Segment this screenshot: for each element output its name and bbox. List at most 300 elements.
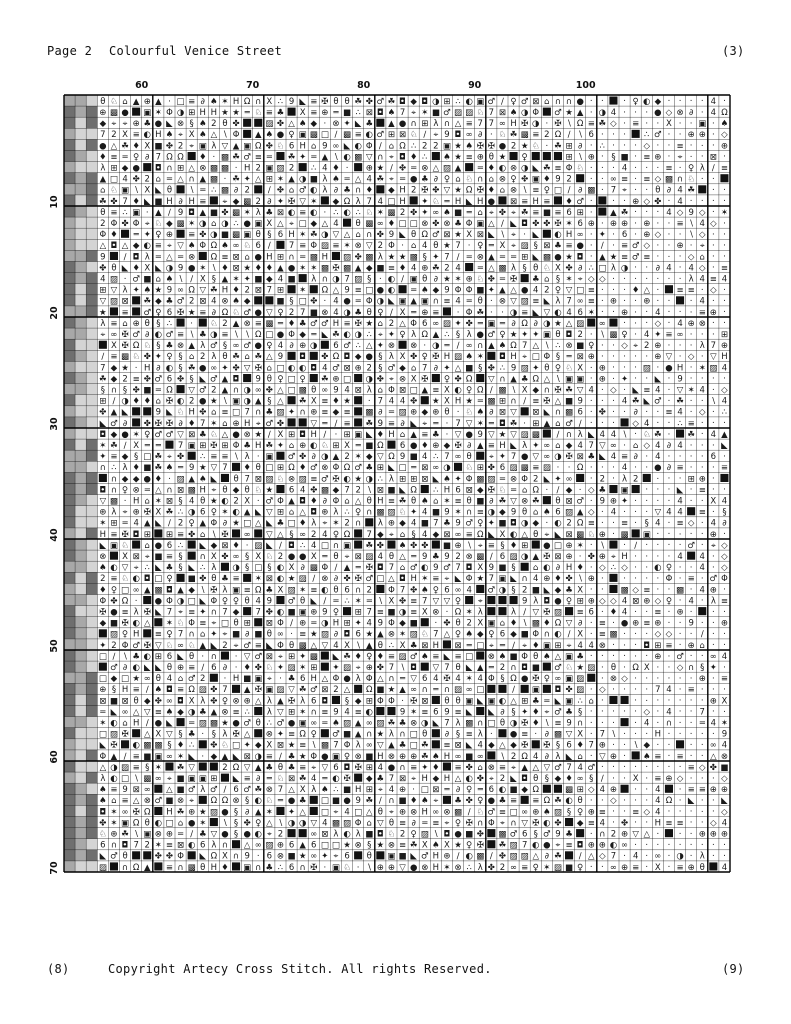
stitch-symbol: 6 [422,674,427,684]
stitch-symbol: ⌖ [422,419,427,429]
stitch-symbol: ⊞ [521,541,528,551]
stitch-symbol: ♘ [543,263,551,273]
stitch-symbol: H [566,563,572,573]
stitch-symbol: ∩ [233,852,239,862]
stitch-symbol: ✦ [421,208,428,218]
stitch-symbol: ⌂ [111,796,116,806]
filled-stitch-symbol [110,862,118,870]
stitch-symbol: ≡ [532,208,539,218]
stitch-symbol: ▨ [387,508,395,518]
stitch-symbol: Ω [510,674,517,684]
stitch-symbol: ∴ [178,508,183,518]
stitch-symbol: ≡ [532,130,539,140]
shaded-cell [64,139,75,150]
stitch-symbol: ∂ [722,519,726,529]
stitch-symbol: ≡ [244,585,251,595]
stitch-symbol: ⊗ [410,718,417,728]
stitch-symbol: ⊕ [366,163,373,173]
stitch-symbol: ≡ [310,108,317,118]
stitch-symbol: ♠ [499,652,507,662]
stitch-symbol: · [701,174,704,184]
stitch-symbol: ♣ [532,274,540,284]
stitch-symbol: § [289,297,293,307]
stitch-symbol: 2 [355,485,360,495]
stitch-symbol: ◆ [510,630,517,640]
stitch-symbol: ✶ [377,208,384,218]
stitch-symbol: ≡ [177,685,184,695]
stitch-symbol: ◇ [655,596,662,606]
stitch-symbol: ⊗ [244,430,251,440]
stitch-symbol: ☘ [410,841,418,851]
stitch-symbol: ✦ [288,807,295,817]
stitch-symbol: 4 [611,508,616,518]
stitch-symbol: ∕ [201,663,204,673]
stitch-symbol: H [333,319,339,329]
stitch-symbol: Φ [566,163,573,173]
stitch-symbol: 4 [367,175,372,185]
stitch-symbol: ♠ [421,286,429,296]
stitch-symbol: 4 [677,496,682,506]
stitch-symbol: △ [355,496,362,506]
shaded-cell [86,428,97,439]
stitch-symbol: 7 [444,663,449,673]
filled-stitch-symbol [709,862,717,870]
stitch-symbol: ≡ [166,552,173,562]
stitch-symbol: ♦ [432,763,440,773]
stitch-symbol: § [190,374,194,384]
stitch-symbol: ▽ [377,452,384,462]
stitch-symbol: § [423,252,427,262]
stitch-symbol: △ [333,286,340,296]
stitch-symbol: ⊕ [588,574,595,584]
filled-stitch-symbol [310,352,318,360]
stitch-symbol: ■ [510,785,518,795]
stitch-symbol: ═ [266,152,273,162]
stitch-symbol: ♀ [399,330,405,340]
stitch-symbol: · [690,463,693,473]
stitch-symbol: △ [155,485,162,495]
stitch-symbol: ▽ [322,641,329,651]
shaded-cell [86,861,97,872]
filled-stitch-symbol [621,418,629,426]
stitch-symbol: ═ [499,319,506,329]
filled-stitch-symbol [177,718,185,726]
stitch-symbol: ◘ [310,363,317,373]
stitch-symbol: λ [100,163,105,173]
stitch-symbol: ✶ [155,496,162,506]
stitch-symbol: · [712,729,715,739]
stitch-symbol: ☘ [510,419,518,429]
stitch-symbol: ☘ [499,496,507,506]
stitch-symbol: ◘ [344,352,351,362]
stitch-symbol: ★ [399,252,407,262]
stitch-symbol: · [712,851,715,861]
filled-stitch-symbol [310,374,318,382]
stitch-symbol: ▽ [488,374,495,384]
stitch-symbol: θ [356,219,361,229]
stitch-symbol: ≡ [588,519,595,529]
stitch-symbol: · [645,763,648,773]
stitch-symbol: Φ [388,585,395,595]
stitch-symbol: ◘ [188,208,195,218]
stitch-symbol: 6 [589,607,594,617]
stitch-symbol: ≡ [721,674,728,684]
stitch-symbol: ✠ [543,741,550,751]
stitch-symbol: ◐ [554,308,561,318]
stitch-symbol: ◆ [410,97,417,107]
stitch-symbol: ≡ [443,297,450,307]
stitch-symbol: ◣ [155,663,162,673]
stitch-symbol: ◣ [199,852,206,862]
stitch-symbol: ■ [288,852,296,862]
stitch-symbol: ◑ [543,319,550,329]
stitch-symbol: ♂ [110,419,118,429]
stitch-symbol: ✠ [543,607,550,617]
stitch-symbol: ∴ [344,508,349,518]
shaded-cell [64,550,75,561]
stitch-symbol: ▣ [487,696,495,706]
stitch-symbol: ▽ [100,496,107,506]
stitch-symbol: ▣ [532,175,540,185]
stitch-symbol: · [712,263,715,273]
shaded-cell [86,439,97,450]
stitch-symbol: ⊕ [710,829,717,839]
stitch-symbol: ▨ [643,363,651,373]
stitch-symbol: ◐ [144,130,151,140]
stitch-symbol: ★ [188,308,196,318]
stitch-symbol: ⌖ [611,552,616,562]
stitch-symbol: · [668,252,671,262]
stitch-symbol: · [634,574,637,584]
stitch-symbol: ≡ [177,330,184,340]
stitch-symbol: ◆ [266,274,273,284]
stitch-symbol: ◣ [455,574,462,584]
stitch-symbol: ✤ [188,530,195,540]
stitch-symbol: ✶ [166,619,173,629]
stitch-symbol: · [701,496,704,506]
stitch-symbol: ⊠ [288,774,295,784]
stitch-symbol: ▩ [188,863,196,873]
stitch-symbol: 9 [344,286,349,296]
stitch-symbol: ⊞ [477,463,484,473]
stitch-symbol: H [233,674,239,684]
stitch-symbol: § [223,341,227,351]
stitch-symbol: X [522,385,528,395]
stitch-symbol: ∴ [333,785,338,795]
stitch-symbol: ✤ [99,408,106,418]
stitch-symbol: · [623,752,626,762]
stitch-symbol: ⌂ [455,175,460,185]
stitch-symbol: ♘ [188,641,196,651]
stitch-symbol: ◐ [532,841,539,851]
stitch-symbol: ♣ [199,330,207,340]
stitch-symbol: · [723,840,726,850]
stitch-symbol: Ω [422,330,429,340]
stitch-symbol: Φ [166,108,173,118]
stitch-symbol: ◇ [588,785,595,795]
stitch-symbol: ▣ [332,863,340,873]
stitch-symbol: · [590,208,593,218]
stitch-symbol: · [612,419,615,429]
stitch-symbol: ◘ [233,374,240,384]
stitch-symbol: ★ [288,741,296,751]
stitch-symbol: · [668,241,671,251]
stitch-symbol: ▨ [565,508,573,518]
stitch-symbol: ✶ [99,718,106,728]
stitch-symbol: ∞ [432,319,439,329]
stitch-symbol: ◆ [655,97,662,107]
stitch-symbol: ◇ [632,419,639,429]
stitch-symbol: ⌖ [489,641,494,651]
filled-stitch-symbol [543,785,551,793]
stitch-symbol: θ [200,863,205,873]
stitch-symbol: ■ [343,785,351,795]
stitch-symbol: ♦ [388,219,396,229]
stitch-symbol: ⌂ [244,352,249,362]
stitch-symbol: · [623,729,626,739]
stitch-symbol: ▣ [143,829,151,839]
stitch-symbol: · [590,474,593,484]
stitch-symbol: ◐ [110,774,117,784]
stitch-symbol: ∩ [444,685,450,695]
stitch-symbol: · [656,274,659,284]
stitch-symbol: · [701,752,704,762]
stitch-symbol: · [723,452,726,462]
stitch-symbol: θ [655,186,660,196]
stitch-symbol: ⌖ [522,352,527,362]
stitch-symbol: ♂ [587,763,595,773]
stitch-symbol: ♦ [232,286,240,296]
stitch-symbol: ⌖ [500,818,505,828]
stitch-symbol: ═ [266,774,273,784]
stitch-symbol: ✶ [466,674,473,684]
filled-stitch-symbol [543,663,551,671]
filled-stitch-symbol [576,174,584,182]
stitch-symbol: ▽ [366,152,373,162]
stitch-symbol: ✤ [565,574,572,584]
stitch-symbol: · [668,374,671,384]
stitch-symbol: · [634,641,637,651]
stitch-symbol: Φ [466,308,473,318]
stitch-symbol: ∖ [611,730,616,740]
shaded-cell [64,539,75,550]
stitch-symbol: ▲ [599,252,606,262]
stitch-symbol: ♣ [288,752,296,762]
stitch-symbol: ▩ [621,585,629,595]
stitch-symbol: · [668,696,671,706]
stitch-symbol: ♂ [410,652,418,662]
stitch-symbol: ═ [565,352,572,362]
stitch-symbol: ◘ [521,774,528,784]
stitch-symbol: ⌖ [622,186,627,196]
stitch-symbol: ♦ [421,441,429,451]
stitch-symbol: ♣ [365,463,373,473]
filled-stitch-symbol [498,685,506,693]
stitch-symbol: ♂ [554,108,562,118]
stitch-symbol: △ [322,674,329,684]
stitch-symbol: ⊕ [133,319,140,329]
stitch-symbol: ∞ [177,286,184,296]
stitch-symbol: ♀ [577,863,583,873]
stitch-symbol: Ω [233,763,240,773]
stitch-symbol: · [668,296,671,306]
stitch-symbol: ◑ [221,219,228,229]
stitch-symbol: · [668,130,671,140]
stitch-symbol: ♠ [421,585,429,595]
stitch-symbol: ● [221,829,228,839]
stitch-symbol: § [234,807,238,817]
stitch-symbol: ⌂ [156,397,161,407]
stitch-symbol: ✶ [110,818,117,828]
stitch-symbol: ∞ [233,341,240,351]
stitch-symbol: Ω [455,607,462,617]
stitch-symbol: ▨ [299,474,307,484]
stitch-symbol: · [623,507,626,517]
filled-stitch-symbol [354,685,362,693]
stitch-symbol: · [623,796,626,806]
stitch-symbol: ◇ [621,674,628,684]
stitch-symbol: ≡ [199,197,206,207]
stitch-symbol: ♣ [277,108,285,118]
stitch-symbol: ■ [476,496,484,506]
stitch-symbol: X [411,374,417,384]
stitch-symbol: Ω [632,663,639,673]
stitch-symbol: ▲ [255,397,262,407]
stitch-symbol: · [656,707,659,717]
stitch-symbol: · [634,296,637,306]
stitch-symbol: ✠ [565,452,572,462]
stitch-symbol: ∩ [544,385,550,395]
stitch-symbol: · [623,707,626,717]
stitch-symbol: · [679,452,682,462]
stitch-symbol: Φ [466,286,473,296]
stitch-symbol: ♠ [199,119,207,129]
stitch-symbol: Φ [233,130,240,140]
stitch-symbol: ⌖ [389,807,394,817]
stitch-symbol: ■ [543,208,551,218]
stitch-symbol: ◆ [643,741,650,751]
stitch-symbol: ▲ [532,552,539,562]
stitch-symbol: ⊞ [288,707,295,717]
stitch-symbol: ✠ [421,186,428,196]
stitch-symbol: 4 [378,763,383,773]
stitch-symbol: ✶ [310,263,317,273]
stitch-symbol: · [679,341,682,351]
stitch-symbol: H [233,97,239,107]
stitch-symbol: ⊞ [277,252,284,262]
stitch-symbol: ∖ [577,574,582,584]
shaded-cell [64,295,75,306]
stitch-symbol: X [466,230,472,240]
stitch-symbol: △ [544,374,551,384]
stitch-symbol: ■ [210,208,218,218]
stitch-symbol: ♦ [543,175,551,185]
stitch-symbol: ◘ [299,430,306,440]
stitch-symbol: ♠ [510,108,518,118]
stitch-symbol: ≡ [188,97,195,107]
shaded-cell [64,650,75,661]
filled-stitch-symbol [598,196,606,204]
stitch-symbol: ♘ [321,441,329,451]
stitch-symbol: H [166,197,172,207]
stitch-symbol: ♣ [243,441,251,451]
stitch-symbol: ✤ [454,374,461,384]
stitch-symbol: ◣ [199,596,206,606]
stitch-symbol: ⌂ [400,430,405,440]
stitch-symbol: 9 [444,286,449,296]
stitch-symbol: ♀ [555,363,561,373]
stitch-symbol: ▲ [133,97,140,107]
shaded-cell [75,361,86,372]
shaded-cell [86,128,97,139]
stitch-symbol: ∩ [522,574,528,584]
stitch-symbol: θ [344,97,349,107]
stitch-symbol: ◣ [688,796,695,806]
filled-stitch-symbol [720,174,728,182]
stitch-symbol: ◑ [232,563,239,573]
stitch-symbol: ⊕ [599,741,606,751]
stitch-symbol: ∂ [689,108,693,118]
stitch-symbol: θ [200,496,205,506]
stitch-symbol: ═ [355,563,362,573]
stitch-symbol: ■ [421,519,429,529]
column-label-90: 90 [468,80,481,91]
stitch-symbol: ■ [532,585,540,595]
filled-stitch-symbol [643,474,651,482]
stitch-symbol: H [355,785,361,795]
stitch-symbol: · [634,174,637,184]
stitch-symbol: · [656,663,659,673]
stitch-symbol: ♠ [399,541,407,551]
stitch-symbol: ∕ [379,796,382,806]
filled-stitch-symbol [354,163,362,171]
stitch-symbol: 4 [311,774,316,784]
stitch-symbol: · [590,685,593,695]
stitch-symbol: ◘ [399,152,406,162]
stitch-symbol: ✶ [199,818,206,828]
filled-stitch-symbol [99,663,107,671]
stitch-symbol: 2 [422,141,427,151]
stitch-symbol: ⊞ [721,330,728,340]
stitch-symbol: ★ [443,241,451,251]
stitch-symbol: ≡ [521,730,528,740]
stitch-symbol: ✠ [355,319,362,329]
stitch-symbol: X [144,141,150,151]
stitch-symbol: ✤ [377,374,384,384]
stitch-symbol: · [645,696,648,706]
stitch-symbol: ☘ [388,718,396,728]
stitch-symbol: ⌖ [189,796,194,806]
stitch-symbol: ⊠ [377,485,384,495]
stitch-symbol: ▣ [387,852,395,862]
stitch-symbol: ∩ [599,829,605,839]
stitch-symbol: ≡ [299,630,306,640]
stitch-symbol: ▽ [299,197,306,207]
shaded-cell [75,151,86,162]
stitch-symbol: · [590,629,593,639]
stitch-symbol: ⊞ [244,619,251,629]
stitch-symbol: ✶ [299,263,306,273]
stitch-symbol: ∕ [279,541,282,551]
stitch-symbol: ◆ [510,741,517,751]
stitch-symbol: ≡ [221,252,228,262]
stitch-symbol: 4 [722,863,727,873]
stitch-symbol: ⌖ [334,852,339,862]
stitch-symbol: ★ [199,807,207,817]
stitch-symbol: ▩ [621,530,629,540]
stitch-symbol: ✠ [488,141,495,151]
stitch-symbol: λ [267,696,272,706]
